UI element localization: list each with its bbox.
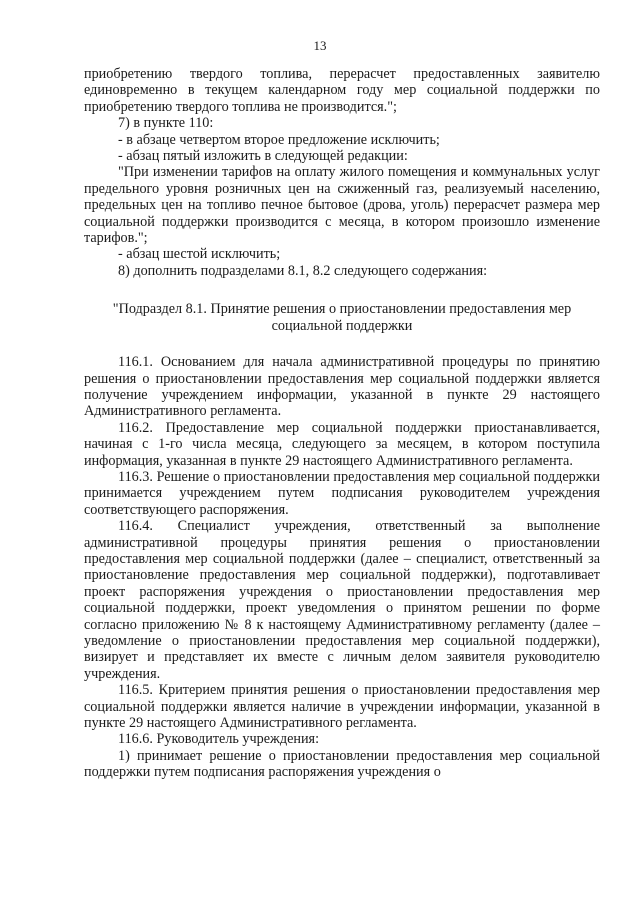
paragraph-116-6: 116.6. Руководитель учреждения: <box>118 731 320 748</box>
paragraph-116-3: 116.3. Решение о приостановлении предоставления мер социальной поддержки принимается учреждением путем подписания руководителем учреждения соответствующего распоряжения. <box>84 468 600 518</box>
paragraph-item-7-sub-3: - абзац шестой исключить; <box>118 246 281 263</box>
paragraph-116-6-item-1: 1) принимает решение о приостановлении предоставления мер социальной поддержки путем подписания распоряжения учреждения о <box>84 747 600 781</box>
section-title-8-1: "Подраздел 8.1. Принятие решения о приостановлении предоставления мер социальной поддержки <box>112 301 572 334</box>
paragraph-item-7-sub-1: - в абзаце четвертом второе предложение исключить; <box>118 131 440 148</box>
paragraph-intro-continuation: приобретению твердого топлива, перерасчет предоставленных заявителю единовременно в текущем календарном году мер социальной поддержки по приобретению твердого топлива не производится."; <box>84 66 600 115</box>
paragraph-116-1: 116.1. Основанием для начала административной процедуры по принятию решения о приостановлении предоставления мер социальной поддержки является получение учреждением информации, указанной в пункте 29 настоящего Административного регламента. <box>84 354 600 420</box>
paragraph-item-7: 7) в пункте 110: <box>118 115 214 132</box>
document-body <box>84 66 600 781</box>
paragraph-116-2: 116.2. Предоставление мер социальной поддержки приостанавливается, начиная с 1-го числа месяца, следующего за месяцем, в котором поступила информация, указанная в пункте 29 настоящего Административного регламента. <box>84 419 600 469</box>
page-number: 13 <box>313 38 327 53</box>
paragraph-item-8: 8) дополнить подразделами 8.1, 8.2 следующего содержания: <box>118 262 488 279</box>
paragraph-116-4: 116.4. Специалист учреждения, ответственный за выполнение административной процедуры принятия решения о приостановлении предоставления мер социальной поддержки (далее – специалист, ответственный за приостановление предоставления мер социальной поддержки), подготавливает проект распоряжения учреждения о приостановлении предоставления мер социальной поддержки, проект уведомления о принятом решении по форме согласно приложению № 8 к настоящему Административному регламенту (далее – уведомление о приостановлении предоставления мер социальной поддержки), визирует и представляет их вместе с личным делом заявителя руководителю учреждения. <box>84 518 600 682</box>
paragraph-116-5: 116.5. Критерием принятия решения о приостановлении предоставления мер социальной поддержки является наличие в учреждении информации, указанной в пункте 29 настоящего Административного регламента. <box>84 682 600 732</box>
paragraph-item-7-sub-2: - абзац пятый изложить в следующей редакции: <box>118 148 408 165</box>
paragraph-quote-tariffs: "При изменении тарифов на оплату жилого помещения и коммунальных услуг предельного уровня розничных цен на сжиженный газ, реализуемый населению, предельных цен на топливо печное бытовое (дрова, уголь) перерасчет размера мер социальной поддержки производится с месяца, в котором произошло изменение тарифов."; <box>84 164 600 247</box>
